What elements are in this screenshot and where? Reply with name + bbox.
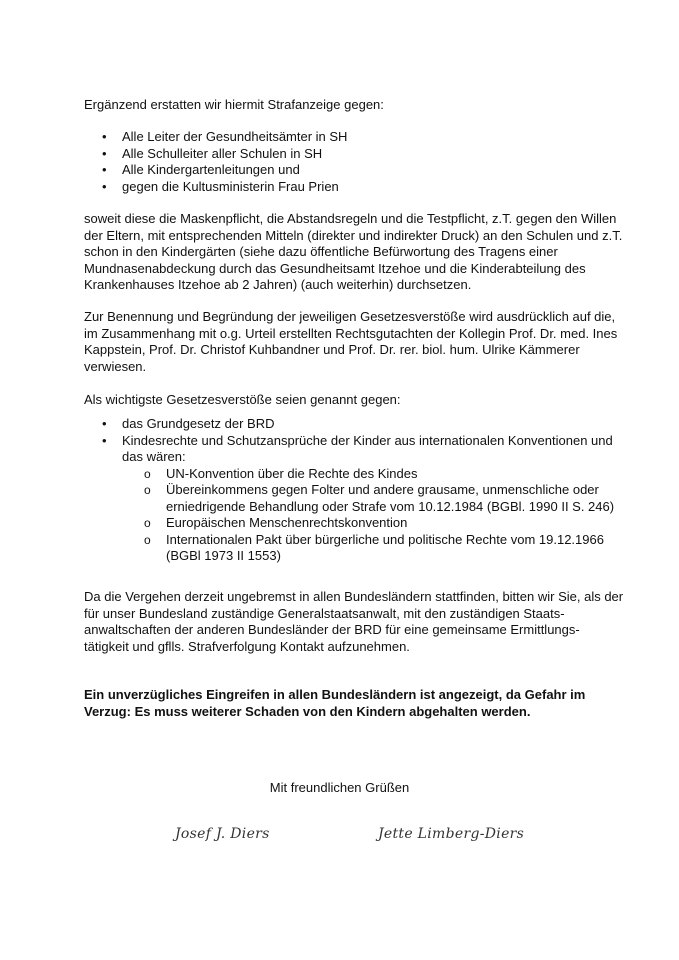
violations-intro: Als wichtigste Gesetzesverstöße seien genannt gegen: [84,392,401,407]
signature-josef: Josef J. Diers [175,826,270,842]
list-item [84,433,624,565]
paragraph-legal-opinions: Zur Benennung und Begründung der jeweiligen Gesetzesverstöße wird ausdrücklich auf die, im Zusammenhang mit o.g. Urteil erstellten Rechtsgutachten der Kollegin Prof. Dr. med. Ines Kappstein, Prof. Dr. Christof Kuhbandner und Prof. Dr. rer. biol. hum. Ulrike Kämmerer verwiesen. [84,309,618,374]
convention-list [142,466,624,565]
violations-list [84,416,624,565]
intro-text: Ergänzend erstatten wir hiermit Strafanzeige gegen: [84,97,384,112]
closing-text: Mit freundlichen Grüßen [269,780,410,795]
list-item: • das Grundgesetz der BRD [84,416,624,433]
list-item: • Alle Schulleiter aller Schulen in SH [84,146,624,163]
list-item: • gegen die Kultusministerin Frau Prien [84,179,624,196]
signature-jette: Jette Limberg-Diers [378,826,525,842]
list-item: o Internationalen Pakt über bürgerliche und politische Rechte vom 19.12.1966 (BGBl 1973 II 1553) [142,532,621,565]
paragraph-request: Da die Vergehen derzeit ungebremst in allen Bundesländern stattfinden, bitten wir Sie, als der für unser Bundesland zuständige Generalstaatsanwalt, mit den zuständigen Staats-anwaltschaften der anderen Bundesländer der BRD für eine gemeinsame Ermittlungs-tätigkeit und gflls. Strafverfolgung Kontakt aufzunehmen. [84,589,624,654]
list-item-text: Kindesrechte und Schutzansprüche der Kinder aus internationalen Konventionen und das wären: [122,432,613,464]
list-item: o Übereinkommens gegen Folter und andere grausame, unmenschliche oder erniedrigende Behandlung oder Strafe vom 10.12.1984 (BGBl. 1990 II S. 246) [142,482,621,515]
list-item: o UN-Konvention über die Rechte des Kindes [142,466,624,483]
list-item: • Alle Leiter der Gesundheitsämter in SH [84,129,624,146]
list-item: • Alle Kindergartenleitungen und [84,162,624,179]
defendant-list [84,129,624,195]
paragraph-enforcement: soweit diese die Maskenpflicht, die Abstandsregeln und die Testpflicht, z.T. gegen den Willen der Eltern, mit entsprechenden Mitteln (direkter und indirekter Druck) an den Schulen und z.T. schon in den Kindergärten (siehe dazu öffentliche Befürwortung des Tragens einer Mundnasenabdeckung durch das Gesundheitsamt Itzehoe und die Kinderabteilung des Krankenhauses Itzehoe ab 2 Jahren) (auch weiterhin) durchsetzen. [84,211,623,292]
list-item: o Europäischen Menschenrechtskonvention [142,515,624,532]
urgent-notice: Ein unverzügliches Eingreifen in allen Bundesländern ist angezeigt, da Gefahr im Verzug: Es muss weiterer Schaden von den Kindern abgehalten werden. [84,687,586,719]
